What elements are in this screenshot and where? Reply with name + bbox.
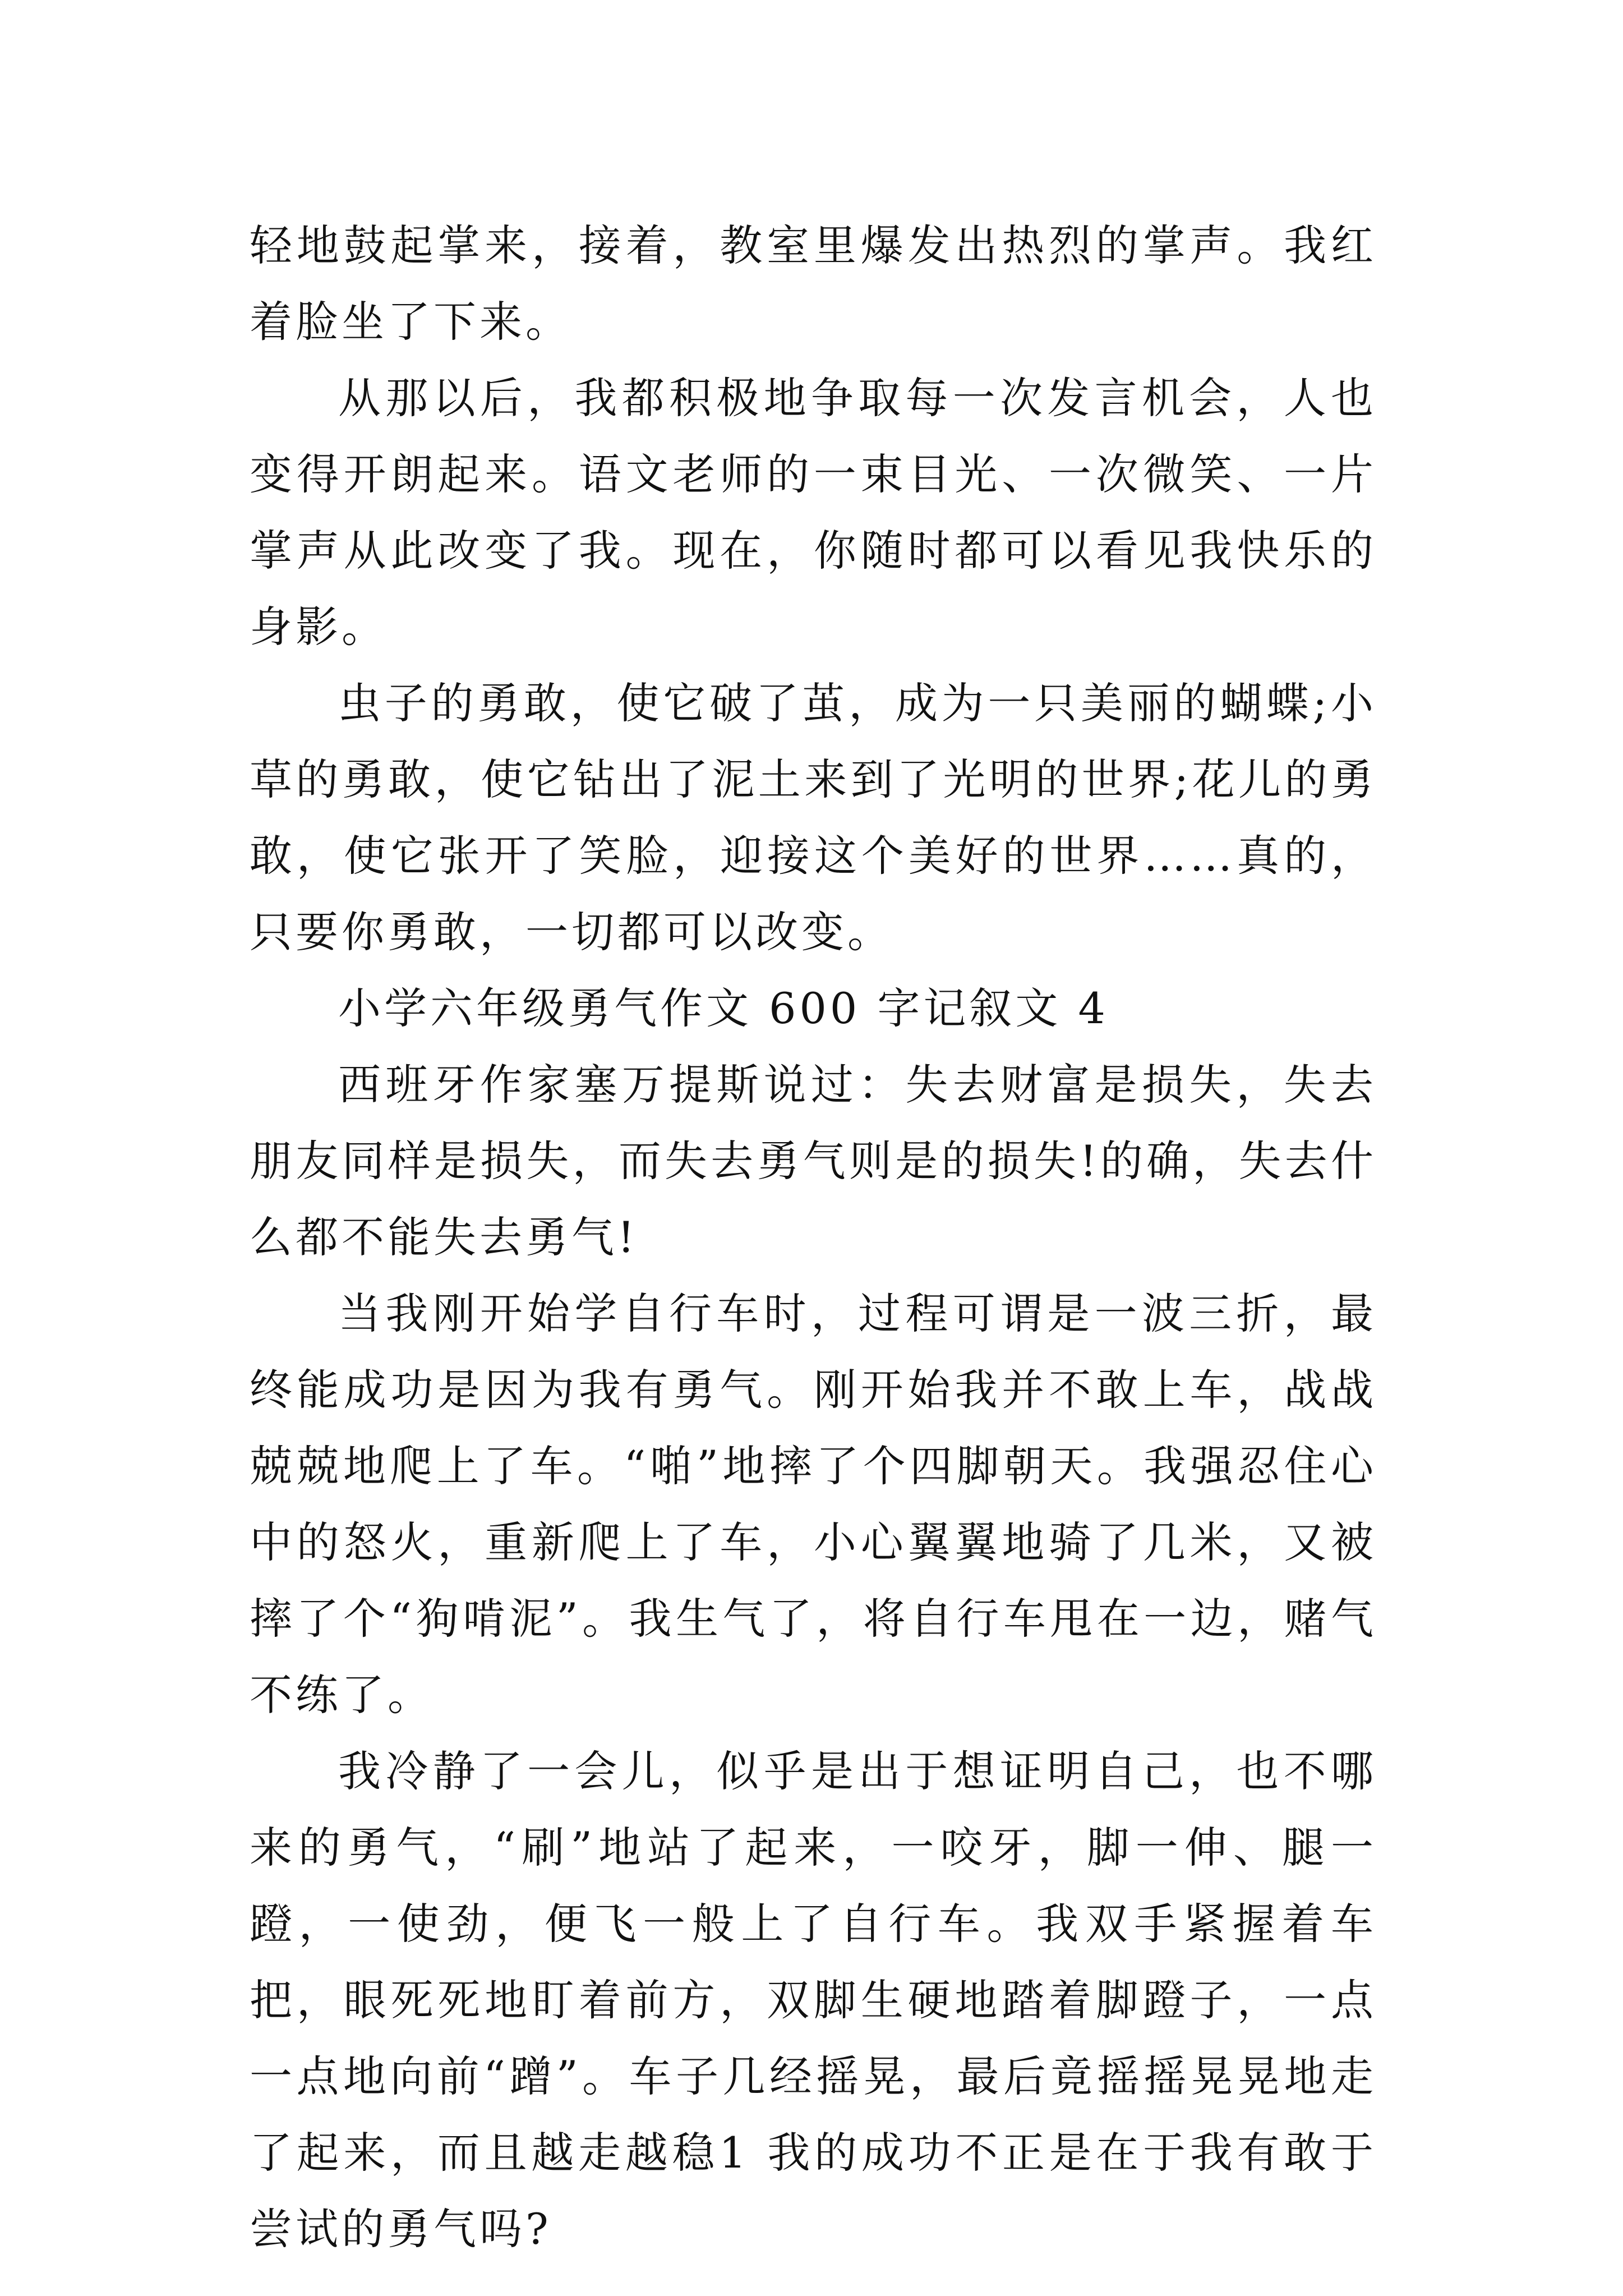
paragraph-5: 当我刚开始学自行车时，过程可谓是一波三折，最终能成功是因为我有勇气。刚开始我并不敢上车，战战兢兢地爬上了车。“啪”地摔了个四脚朝天。我强忍住心中的怒火，重新爬上了车，小心翼翼地骑了几米，又被摔了个“狗啃泥”。我生气了，将自行车甩在一边，赌气不练了。 (250, 1289, 1377, 1720)
paragraph-2: 从那以后，我都积极地争取每一次发言机会，人也变得开朗起来。语文老师的一束目光、一次微笑、一片掌声从此改变了我。现在，你随时都可以看见我快乐的身影。 (250, 373, 1377, 652)
section-title: 小学六年级勇气作文 600 字记叙文 4 (338, 983, 1109, 1033)
document-page (250, 208, 1377, 2267)
paragraph-4: 西班牙作家塞万提斯说过：失去财富是损失，失去朋友同样是损失，而失去勇气则是的损失!的确，失去什么都不能失去勇气! (250, 1060, 1377, 1262)
paragraph-1: 轻地鼓起掌来，接着，教室里爆发出热烈的掌声。我红着脸坐了下来。 (250, 220, 1377, 347)
paragraph-6: 我冷静了一会儿，似乎是出于想证明自己，也不哪来的勇气，“刷”地站了起来，一咬牙，脚一伸、腿一蹬，一使劲，便飞一般上了自行车。我双手紧握着车把，眼死死地盯着前方，双脚生硬地踏着脚蹬子，一点一点地向前“蹭”。车子几经摇晃，最后竟摇摇晃晃地走了起来，而且越走越稳1 我的成功不正是在于我有敢于尝试的勇气吗? (250, 1746, 1377, 2254)
paragraph-3: 虫子的勇敢，使它破了茧，成为一只美丽的蝴蝶;小草的勇敢，使它钻出了泥土来到了光明的世界;花儿的勇敢，使它张开了笑脸，迎接这个美好的世界……真的，只要你勇敢，一切都可以改变。 (250, 678, 1377, 957)
